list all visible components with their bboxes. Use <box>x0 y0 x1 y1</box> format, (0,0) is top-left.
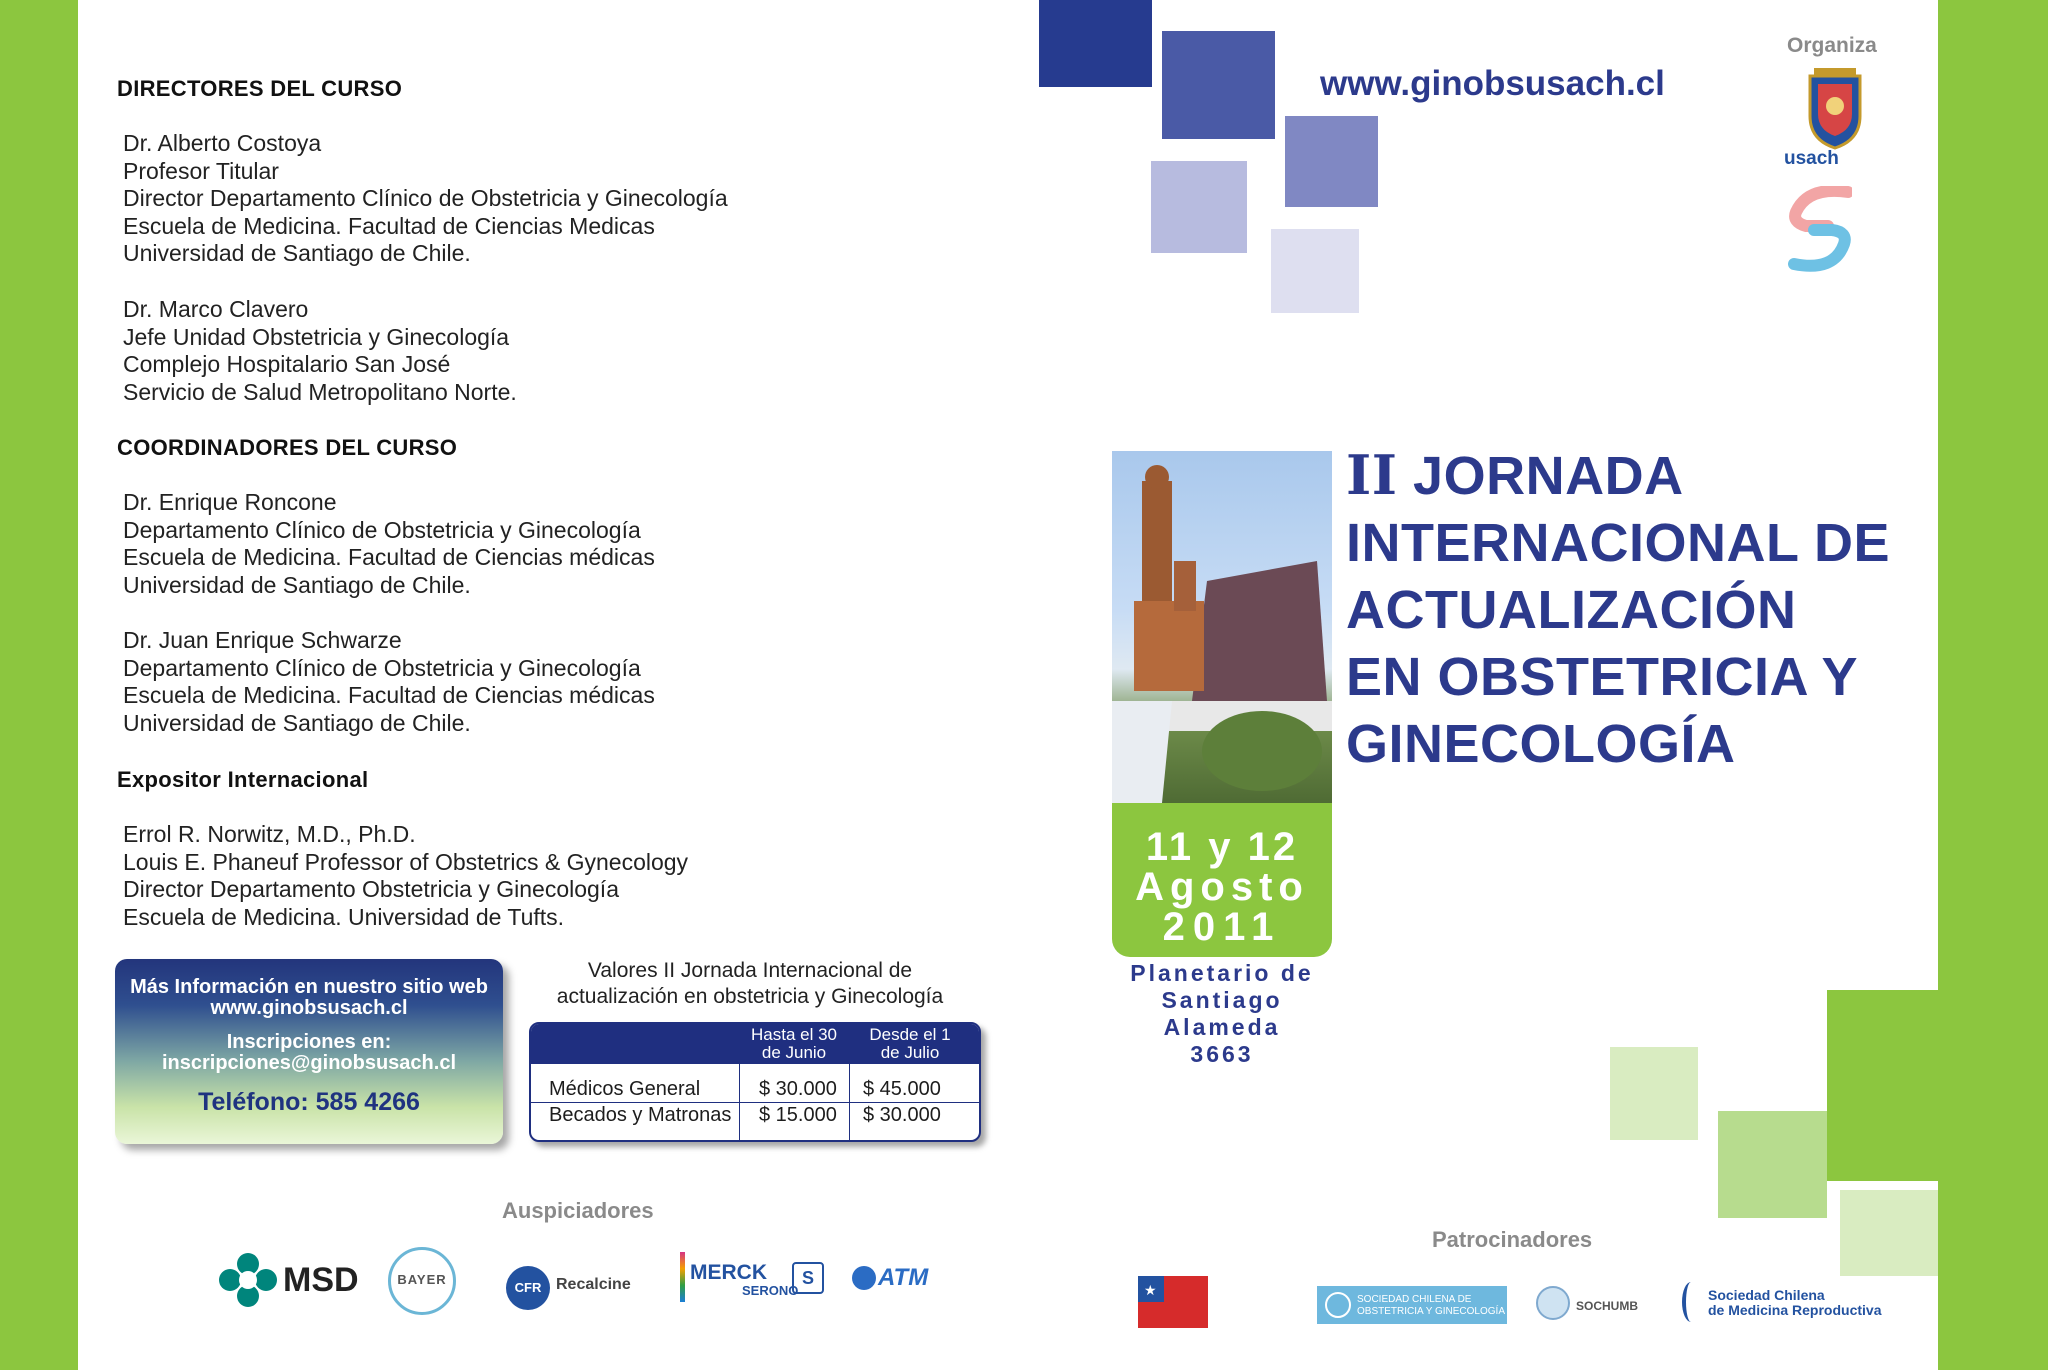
sochimer-logo-icon <box>1682 1282 1700 1322</box>
sochumb-logo-text: SOCHUMB <box>1576 1299 1638 1313</box>
director2-block <box>123 296 517 406</box>
sochog-logo-text: SOCIEDAD CHILENA DE OBSTETRICIA Y GINECOLOGÍA <box>1357 1294 1506 1317</box>
website-link[interactable]: www.ginobsusach.cl <box>1320 64 1665 103</box>
atm-logo-icon <box>852 1266 876 1290</box>
text-line: Jefe Unidad Obstetricia y Ginecología <box>123 323 510 350</box>
left-green-border <box>0 0 78 1370</box>
prices-table <box>529 1022 981 1142</box>
info-box <box>115 959 503 1144</box>
text-line: Director Departamento Obstetricia y Ginecología <box>123 876 619 902</box>
table-divider <box>739 1024 740 1140</box>
venue <box>1112 960 1332 1068</box>
decorative-square <box>1151 161 1247 253</box>
decorative-square <box>1271 229 1359 313</box>
text-line: Louis E. Phaneuf Professor of Obstetrics & Gynecology <box>123 848 689 875</box>
col-header-2 <box>851 1026 969 1062</box>
text-line: Dr. Alberto Costoya <box>123 130 322 156</box>
event-title <box>1346 442 1890 778</box>
coordinadores-title: COORDINADORES DEL CURSO <box>117 435 458 460</box>
info-line: Inscripciones en: <box>226 1031 392 1053</box>
sochimer-line: de Medicina Reproductiva <box>1708 1302 1882 1318</box>
title-line-text: JORNADA <box>1413 446 1684 506</box>
patrocinadores-title: Patrocinadores <box>1432 1227 1593 1252</box>
text-line: Departamento Clínico de Obstetricia y Ginecología <box>123 516 641 543</box>
text-line: Escuela de Medicina. Facultad de Ciencias médicas <box>123 544 655 570</box>
venue-line: 3663 <box>1190 1041 1254 1067</box>
decorative-square <box>1610 1047 1698 1140</box>
decorative-square <box>1718 1111 1827 1218</box>
cfr-logo-icon: CFR <box>506 1266 550 1310</box>
text-line: Departamento Clínico de Obstetricia y Ginecología <box>123 654 641 681</box>
sochumb-logo-icon <box>1536 1286 1570 1320</box>
atm-logo-text: ATM <box>878 1264 929 1291</box>
recalcine-logo-text: Recalcine <box>556 1276 631 1293</box>
date-line: 2011 <box>1162 905 1282 949</box>
right-green-border <box>1938 0 2048 1370</box>
col-header-1 <box>739 1026 849 1062</box>
date-line: 11 y 12 <box>1145 825 1299 869</box>
director1-block <box>123 130 728 268</box>
sochimer-logo-text <box>1708 1288 1881 1318</box>
text-line: Errol R. Norwitz, M.D., Ph.D. <box>123 821 416 847</box>
table-row-label: Becados y Matronas <box>549 1104 732 1126</box>
usach-logo-text: usach <box>1784 148 1839 169</box>
ministerio-salud-logo-icon: ★ <box>1138 1276 1208 1328</box>
text-line: Dr. Juan Enrique Schwarze <box>123 627 402 653</box>
col-header-line: Hasta el 30 <box>751 1025 837 1044</box>
serono-logo-text: SERONO <box>742 1283 799 1298</box>
sochog-logo-icon <box>1325 1292 1351 1318</box>
text-line: Dr. Enrique Roncone <box>123 489 337 515</box>
decorative-square <box>1039 0 1152 87</box>
hospital-logo-icon <box>1788 186 1852 272</box>
merck-logo-text: MERCK <box>690 1261 767 1284</box>
table-cell: $ 30.000 <box>759 1078 837 1100</box>
table-divider <box>531 1102 979 1103</box>
auspiciadores-title: Auspiciadores <box>502 1198 654 1223</box>
venue-line: Santiago <box>1161 987 1283 1013</box>
decorative-square <box>1285 116 1378 207</box>
table-cell: $ 15.000 <box>759 1104 837 1126</box>
organiza-label: Organiza <box>1787 34 1877 57</box>
title-line: EN OBSTETRICIA Y <box>1346 647 1859 707</box>
text-line: Escuela de Medicina. Facultad de Ciencias médicas <box>123 682 655 708</box>
prices-title-line: Valores II Jornada Internacional de <box>587 959 913 982</box>
title-line <box>1346 442 1890 510</box>
col-header-line: de Julio <box>880 1043 940 1062</box>
merck-logo <box>690 1261 799 1300</box>
bayer-logo-text: BAYER <box>397 1272 447 1287</box>
table-divider <box>849 1024 850 1140</box>
coord2-block <box>123 627 655 737</box>
msd-logo-text: MSD <box>283 1261 359 1299</box>
coord1-block <box>123 489 655 599</box>
venue-line: Alameda <box>1163 1014 1281 1040</box>
prices-title <box>520 958 980 1010</box>
table-cell: $ 45.000 <box>863 1078 941 1100</box>
msd-logo-icon <box>218 1252 278 1308</box>
text-line: Complejo Hospitalario San José <box>123 351 451 377</box>
decorative-square <box>1162 31 1275 139</box>
title-line: GINECOLOGÍA <box>1346 714 1736 774</box>
text-line: Universidad de Santiago de Chile. <box>123 709 471 736</box>
col-header-line: de Junio <box>761 1043 827 1062</box>
bayer-logo-icon <box>388 1247 456 1315</box>
text-line: Escuela de Medicina. Facultad de Ciencias Medicas <box>123 212 655 239</box>
info-line: Más Información en nuestro sitio web <box>130 976 488 998</box>
date-box <box>1112 803 1332 957</box>
directores-title: DIRECTORES DEL CURSO <box>117 76 403 101</box>
text-line: Universidad de Santiago de Chile. <box>123 571 471 598</box>
date-line: Agosto <box>1135 865 1309 909</box>
expositor-block <box>123 821 688 931</box>
text-line: Universidad de Santiago de Chile. <box>123 240 471 266</box>
text-line: Director Departamento Clínico de Obstetricia y Ginecología <box>123 185 728 211</box>
info-phone: Teléfono: 585 4266 <box>198 1088 420 1116</box>
col-header-line: Desde el 1 <box>869 1025 951 1044</box>
table-cell: $ 30.000 <box>863 1104 941 1126</box>
table-row-label: Médicos General <box>549 1078 701 1100</box>
prices-title-line: actualización en obstetricia y Ginecología <box>556 985 944 1008</box>
sochog-logo <box>1317 1286 1507 1324</box>
title-roman: II <box>1346 443 1398 507</box>
venue-line: Planetario de <box>1130 960 1314 986</box>
text-line: Servicio de Salud Metropolitano Norte. <box>123 378 517 405</box>
sochimer-line: Sociedad Chilena <box>1708 1287 1825 1303</box>
merck-logo-icon <box>680 1252 685 1302</box>
decorative-square <box>1827 990 1938 1181</box>
usach-shield-icon <box>1800 68 1870 152</box>
text-line: Escuela de Medicina. Universidad de Tufts. <box>123 903 565 930</box>
text-line: Dr. Marco Clavero <box>123 296 309 322</box>
title-line: ACTUALIZACIÓN <box>1346 580 1797 640</box>
title-line: INTERNACIONAL DE <box>1346 513 1891 573</box>
info-email-link[interactable]: inscripciones@ginobsusach.cl <box>161 1052 457 1074</box>
text-line: Profesor Titular <box>123 157 279 184</box>
info-website-link[interactable]: www.ginobsusach.cl <box>210 997 408 1019</box>
decorative-square <box>1840 1190 1938 1276</box>
expositor-title: Expositor Internacional <box>117 767 369 792</box>
laboratorio-logo-icon: S <box>792 1262 824 1294</box>
monument-photo <box>1112 451 1332 803</box>
